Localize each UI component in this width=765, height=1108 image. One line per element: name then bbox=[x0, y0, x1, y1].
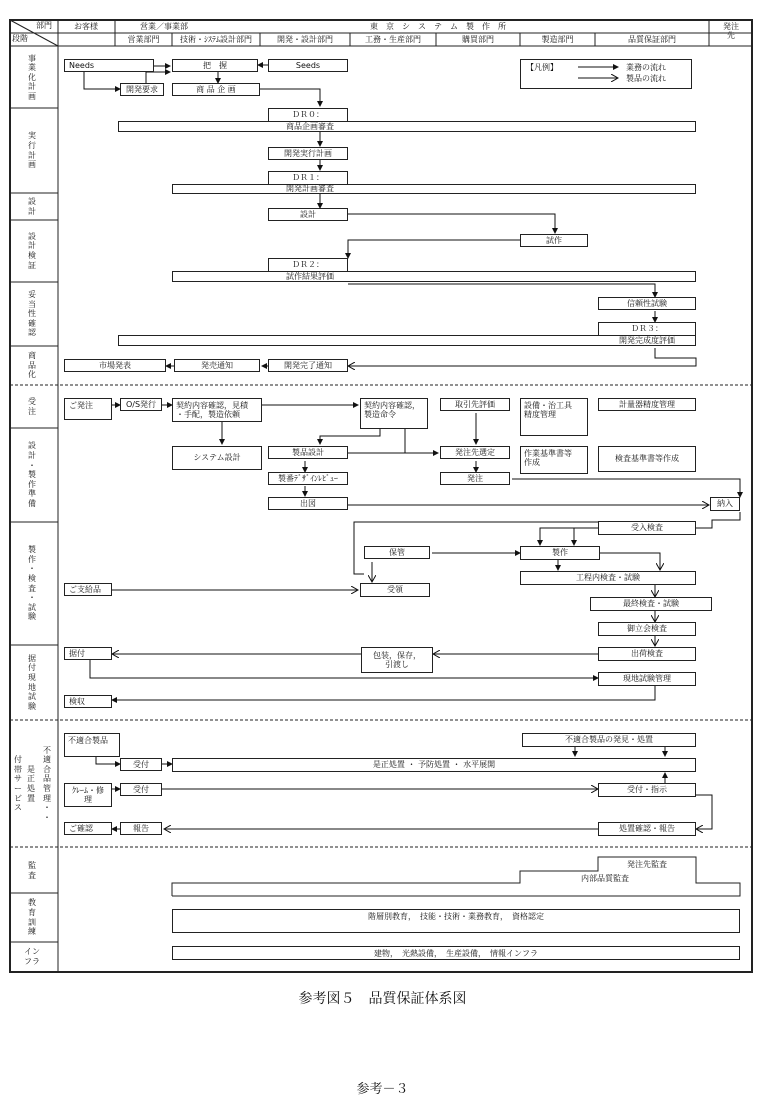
box-manufacture: 製作 bbox=[520, 546, 600, 560]
label-education: 階層別教育， 技能・技術・業務教育， 資格認定 bbox=[368, 912, 544, 921]
legend-product-flow: 製品の流れ bbox=[626, 74, 666, 83]
stage-design: 設 計 bbox=[28, 196, 36, 216]
box-report: 報告 bbox=[120, 822, 162, 835]
header-customer: お客様 bbox=[74, 22, 98, 31]
box-inprocess-inspection: 工程内検査・試験 bbox=[520, 571, 696, 585]
stage-execution-plan: 実 行 計 画 bbox=[28, 131, 36, 170]
stage-education: 教 育 訓 練 bbox=[28, 898, 36, 937]
box-dev-plan: 開発実行計画 bbox=[268, 147, 348, 160]
box-inspection-standard: 検査基準書等作成 bbox=[598, 446, 696, 472]
legend-title: 【凡例】 bbox=[526, 63, 558, 72]
box-acceptance: 検収 bbox=[64, 695, 112, 708]
box-accept-2: 受付 bbox=[120, 783, 162, 796]
stage-corrective-action: 是 正 処 置 bbox=[27, 764, 35, 803]
stage-business-plan: 事 業 化 計 画 bbox=[28, 53, 36, 101]
box-dr1: ＤＲ１： bbox=[268, 171, 348, 184]
box-dr3: ＤＲ３： bbox=[598, 322, 696, 335]
corner-label-dept: 部門 bbox=[36, 21, 52, 30]
dept-manufacturing: 製造部門 bbox=[541, 35, 574, 44]
box-design: 設計 bbox=[268, 208, 348, 221]
header-company: 東 京 シ ス テ ム 製 作 所 bbox=[370, 22, 506, 31]
box-nonconf-handling: 不適合製品の発見・処置 bbox=[522, 733, 696, 747]
box-order-received: ご発注 bbox=[64, 398, 112, 420]
header-supplier: 発注 先 bbox=[723, 22, 739, 41]
stage-installation: 据 付 現 地 試 験 bbox=[28, 653, 36, 711]
stage-order-receipt: 受 注 bbox=[28, 397, 36, 416]
box-storage: 保管 bbox=[364, 546, 430, 559]
box-prototype: 試作 bbox=[520, 234, 588, 247]
box-installation: 据付 bbox=[64, 647, 112, 660]
dept-dev: 開発・設計部門 bbox=[277, 35, 333, 44]
box-final-inspection: 最終検査・試験 bbox=[590, 597, 712, 611]
box-product-design: 製品設計 bbox=[268, 446, 348, 459]
box-work-standard: 作業基準書等 作成 bbox=[520, 446, 588, 474]
dept-sales: 営業部門 bbox=[127, 35, 160, 44]
box-sales-notice: 発売通知 bbox=[174, 359, 260, 372]
box-grasp: 把 握 bbox=[172, 59, 258, 72]
box-instrument-accuracy: 計量器精度管理 bbox=[598, 398, 696, 411]
stage-audit: 監 査 bbox=[28, 860, 36, 880]
box-dr2: ＤＲ２： bbox=[268, 258, 348, 271]
page-number: 参考－３ bbox=[356, 1082, 409, 1097]
stage-ancillary-service: 付 帯 サ ー ビ ス bbox=[14, 755, 22, 813]
box-dev-complete: 開発完了通知 bbox=[268, 359, 348, 372]
legend-business-flow: 業務の流れ bbox=[626, 63, 666, 72]
box-shipping-inspection: 出荷検査 bbox=[598, 647, 696, 661]
box-receiving-inspection: 受入検査 bbox=[598, 521, 696, 535]
dept-qa: 品質保証部門 bbox=[628, 35, 676, 44]
stage-validation: 妥 当 性 確 認 bbox=[28, 290, 36, 338]
box-accept-1: 受付 bbox=[120, 758, 162, 771]
box-supplier-select: 発注先選定 bbox=[440, 446, 510, 459]
label-infrastructure: 建物， 光熱設備， 生産設備， 情報インフラ bbox=[374, 949, 538, 958]
corner-label-stage: 段階 bbox=[12, 34, 28, 43]
figure-caption: 参考図５ 品質保証体系図 bbox=[298, 991, 467, 1007]
box-equipment-accuracy: 設備・治工具 精度管理 bbox=[520, 398, 588, 436]
stage-commercialization: 商 品 化 bbox=[28, 351, 36, 380]
label-dr3-sub: 開発完成度評価 bbox=[619, 336, 675, 345]
stage-design-prep: 設 計 ・ 製 作 準 備 bbox=[28, 441, 36, 508]
box-accept-instruct: 受付・指示 bbox=[598, 783, 696, 797]
box-corrective-action: 是正処置 ・ 予防処置 ・ 水平展開 bbox=[172, 758, 696, 772]
label-dr0-sub: 商品企画審査 bbox=[286, 122, 334, 131]
box-system-design: システム設計 bbox=[172, 446, 262, 470]
box-needs: Needs bbox=[64, 59, 154, 72]
box-dev-request: 開発要求 bbox=[120, 83, 164, 96]
box-market-launch: 市場発表 bbox=[64, 359, 166, 372]
box-site-test: 現地試験管理 bbox=[598, 672, 696, 686]
stage-design-verification: 設 計 検 証 bbox=[28, 231, 36, 270]
box-supplied-goods: ご支給品 bbox=[64, 583, 112, 596]
box-drawing: 出図 bbox=[268, 497, 348, 510]
header-sales-group: 営業／事業部 bbox=[140, 22, 188, 31]
box-handling-confirm: 処置確認・報告 bbox=[598, 822, 696, 836]
box-confirmation: ご確認 bbox=[64, 822, 112, 835]
box-witness-inspection: 御立会検査 bbox=[598, 622, 696, 636]
stage-infrastructure: イン フラ bbox=[24, 947, 40, 966]
box-dr0: ＤＲ０： bbox=[268, 108, 348, 121]
box-seeds: Seeds bbox=[268, 59, 348, 72]
box-claim-repair: ｸﾚｰﾑ・修 理 bbox=[64, 783, 112, 807]
box-supplier-eval: 取引先評価 bbox=[440, 398, 510, 411]
label-internal-audit: 内部品質監査 bbox=[581, 874, 629, 883]
stage-manufacture-inspection: 製 作 ・ 検 査 ・ 試 験 bbox=[28, 545, 36, 622]
box-receipt: 受領 bbox=[360, 583, 430, 597]
box-product-plan: 商 品 企 画 bbox=[172, 83, 260, 96]
label-dr1-sub: 開発計画審査 bbox=[286, 184, 334, 193]
box-os-issue: O/S発行 bbox=[120, 398, 162, 411]
box-reliability-test: 信頼性試験 bbox=[598, 297, 696, 310]
dept-purchasing: 購買部門 bbox=[462, 35, 494, 44]
box-packing: 包装，保存， 引渡し bbox=[361, 647, 433, 673]
label-dr2-sub: 試作結果評価 bbox=[286, 272, 334, 281]
dept-production: 工務・生産部門 bbox=[365, 35, 421, 44]
box-contract-check-1: 契約内容確認，見積 ・手配，製造依頼 bbox=[172, 398, 262, 422]
dept-tech: 技術・ｼｽﾃﾑ設計部門 bbox=[180, 35, 252, 44]
stage-nonconformity: 不 適 合 品 管 理 ・ ・ bbox=[43, 745, 51, 822]
box-contract-check-2: 契約内容確認， 製造命令 bbox=[360, 398, 428, 429]
box-delivery: 納入 bbox=[710, 497, 740, 511]
label-supplier-audit: 発注先監査 bbox=[627, 860, 667, 869]
box-order: 発注 bbox=[440, 472, 510, 485]
box-design-review: 製番ﾃﾞｻﾞｲﾝﾚﾋﾞｭｰ bbox=[268, 472, 348, 485]
box-nonconforming: 不適合製品 bbox=[64, 733, 120, 757]
